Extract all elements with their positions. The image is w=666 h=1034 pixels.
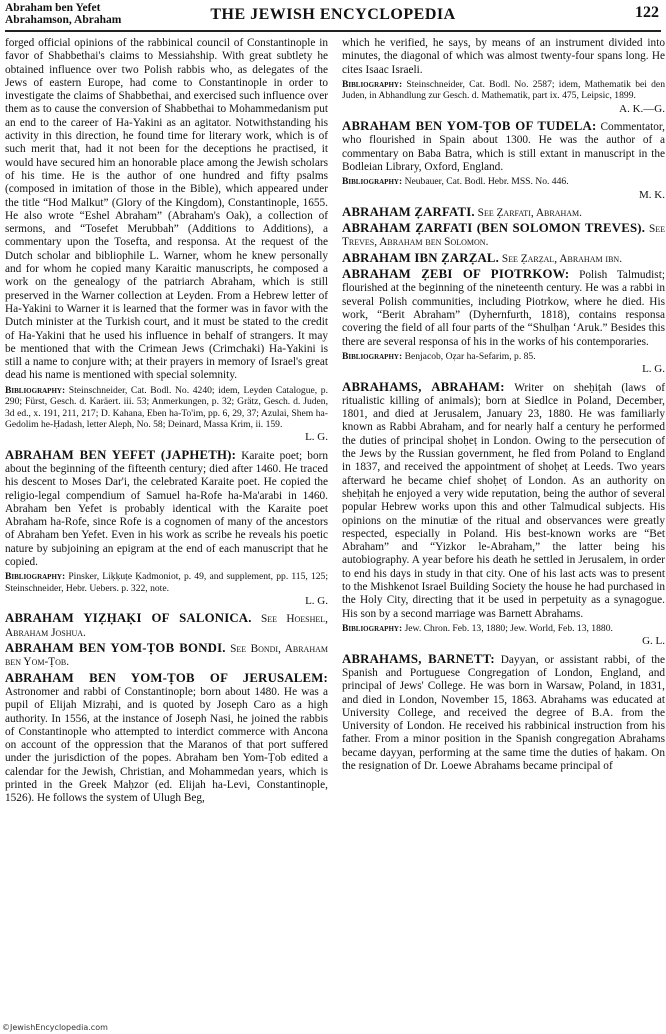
bibliography-label: Bibliography: [342,176,403,188]
cross-reference-link[interactable]: See Hoeshel, Abraham Joshua. [5,613,328,639]
left-column [5,37,328,808]
entry [342,268,665,349]
entry [5,612,328,640]
entry [5,642,328,670]
entry-headword: ABRAHAM ẒARFATI. [342,204,475,219]
entry [342,120,665,174]
bibliography-label: Bibliography: [5,384,66,396]
bibliography-text: Steinschneider, Cat. Bodl. No. 4240; idem, Leyden Catalogue, p. 290; Fürst, Gesch. d. Karäert. iii. 53; Anmerkungen, p. 32; Grätz, Gesch. d. Juden, 3d ed., x. 191, 211, 217; D. Kahana, Eben ha-To'im, pp. 6, 29, 37; Azulai, Shem ha-Gedolim he-Ḥadash, letter Aleph, No. 58; Deinard, Massa Krim, ii. 159. [5,384,328,430]
entry [342,653,665,774]
author-signature: L. G. [305,431,328,444]
entry-headword: ABRAHAM YIẒḤAḲI OF SALONICA. [5,611,252,626]
entry-body: Astronomer and rabbi of Constantinople; born about 1480. He was a pupil of Elijah Mizraḥi, and is quoted by Joseph Caro as a high authority. In 1556, at the instance of Joseph Nasi, he joined the rabbis of Constantinople who attempted to interdict commerce with Ancona on account of the oppression that the Maranos of that port suffered under the jurisdiction of the popes. Abraham ben Yom-Ṭob edited a calendar for the Jewish, Christian, and Mohammedan years, which is printed in the Greek Maḥzor (ed. Elijah ha-Levi, Constantinople, 1526). He follows the system of Ulugh Beg, [5,685,328,805]
bibliography [342,176,665,187]
entry [342,381,665,621]
publication-title: THE JEWISH ENCYCLOPEDIA [210,6,456,23]
author-signature: L. G. [642,363,665,376]
entry-headword: ABRAHAM BEN YOM-ṬOB OF TUDELA: [342,119,597,133]
bibliography-text: Jew. Chron. Feb. 13, 1880; Jew. World, Feb. 13, 1880. [404,622,613,634]
entry [5,449,328,570]
bibliography [342,79,665,102]
author-signature: A. K.—G. [619,102,665,115]
author-signature: M. K. [639,188,665,201]
bibliography-label: Bibliography: [342,622,403,634]
bibliography-text: Steinschneider, Cat. Bodl. No. 2587; idem, Mathematik bei den Juden, in Abhandlung zur Gesch. d. Mathematik, part ix. 475, Leipsic, 1899. [342,78,665,102]
bibliography [342,351,665,362]
entry-body: Commentator, who flourished in Spain about 1300. He was the author of a commentary on Baba Batra, which is still extant in manuscript in the Bodleian Library, Oxford, England. [342,121,666,173]
right-column [342,37,665,775]
entry-body: Writer on sheḥiṭah (laws of ritualistic killing of animals); born at Siedlce in Poland, December, 1801, and died at Jerusalem, January 23, 1880. He was familiarly known as Rabbi Abraham, and for nearly half a century he performed the duties of principal shoḥeṭ in London. Owing to the persecution of the Jews by the Russian government, he fled from Poland to England in 1837, and received the appointment of shoḥeṭ at Leeds. Two years afterward he became chief shoḥeṭ of London. As an authority on sheḥiṭah he enjoyed a very wide reputation, being the author of several popular Hebrew works upon this and other Talmudical subjects. His opinions on the minutiæ of the ritual and observances were greatly respected, especially in Poland. His best-known works are “Bet Abraham” and “Yizkor le-Abraham,” the latter being his autobiography. A year before his death he settled in Jerusalem, in order to end his days in study in that city. One of his last acts was to present to the Mishkenot Israel Building Society the house he had purchased in the Holy City, directing that it be used in perpetuity as a synagogue. His son by a second marriage was Barnett Abrahams. [342,381,665,620]
entry-headword: ABRAHAMS, BARNETT: [342,651,495,666]
continuation-text: forged official opinions of the rabbinical council of Constantinople in favor of Shabbethai's claims to Messiahship. With great subtlety he obtained influence over two Polish rabbis who, as delegates of the Jews of eastern Europe, had come to Constantinople in order to investigate the claims of Shabbethai, and exercised such influence over them as to cause the conversion of Shabbethai to Mohammedanism put an end to the career of Ha-Yakini as an agitator. Notwithstanding his activity in this direction, he found time for literary work, which is of such merit that, had it not been for the deceptions he practised, it would have secured him an honorable place among the Jewish scholars of his time. He is the author of one hundred and fifty psalms (composed in imitation of those in the Bible), which appeared under the title “Hod Malkut” (Glory of the Kingdom), Constantinople, 1655. He also wrote “Eshel Abraham” (Abraham's Oak), a collection of sermons, and “Tosefet Merubbah” (Additions to Additions), a commentary upon the Tosefta, and responsa. At the request of the Dutch scholar and bibliophile L. Warner, whom he knew personally and for whom he copied many Karaitic manuscripts, he composed a work on the genealogy of the patriarch Abraham, which is still preserved in the Warner collection at Leyden. From a Hebrew letter of Ha-Yakini to Warner it is learned that the former was in favor with the Dutch minister at the Turkish court, and it must be stated to the credit of Ha-Yakini that he used his influence in behalf of strangers. It may be mentioned that with the Crimean Jews (Crimchaki) Ha-Yakini is still a name to conjure with; at their prayers in memory of Israel's great dead his name is mentioned with special solemnity. [5,37,328,382]
cross-reference-link[interactable]: See Ẓarfati, Abraham. [477,206,582,219]
entry [342,252,665,266]
bibliography [342,623,665,634]
bibliography-text: Pinsker, Liḳḳuṭe Ḳadmoniot, p. 49, and supplement, pp. 115, 125; Steinschneider, Hebr. Uebers. p. 322, note. [5,571,328,594]
bibliography [5,571,328,594]
running-head-first: Abraham ben Yefet [5,2,101,14]
continuation-text: which he verified, he says, by means of an instrument divided into minutes, the diagonal of which was almost twenty-four spans long. He cites Isaac Israeli. [342,37,665,76]
header-divider [5,30,661,32]
bibliography-text: Neubauer, Cat. Bodl. Hebr. MSS. No. 446. [404,176,569,188]
bibliography-label: Bibliography: [5,571,66,583]
running-head-last: Abrahamson, Abraham [5,14,122,26]
cross-reference-link[interactable]: See Bondi, Abraham ben Yom-Ṭob. [5,643,328,669]
bibliography [5,385,328,431]
entry-body: Karaite poet; born about the beginning of the fifteenth century; died after 1460. He traced his descent to Moses Dar'i, the celebrated Karaite poet. He copied the religio-legal compendium of Samuel ha-Rofe ha-Ma'arabi in 1460. Abraham ben Yefet is probably identical with the Karaite poet Abraham ha-Rofe, since Rofe is a cognomen of many of the ancestors of Abraham ben Yefet. Even in his work as scribe he reveals his poetic nature by subjoining an epigram at the end of each manuscript that he copied. [5,449,329,569]
entry [342,206,665,220]
entry-headword: ABRAHAM IBN ẒARẒAL. [342,250,500,265]
entry-headword: ABRAHAMS, ABRAHAM: [342,379,505,394]
entry-headword: ABRAHAM BEN YOM-ṬOB BONDI. [5,641,226,656]
entry-headword: ABRAHAM BEN YEFET (JAPHETH): [5,447,237,462]
entry [5,672,328,806]
author-signature: G. L. [642,635,665,648]
entry-headword: ABRAHAM BEN YOM-ṬOB OF JERUSALEM: [5,670,328,685]
bibliography-text: Benjacob, Oẓar ha-Sefarim, p. 85. [404,350,536,362]
cross-reference-link[interactable]: See Ẓarẓal, Abraham ibn. [501,252,623,265]
entry [342,222,665,250]
author-signature: L. G. [305,595,328,608]
page-number: 122 [635,4,659,21]
bibliography-label: Bibliography: [342,78,403,90]
entry-headword: ABRAHAM ẒARFATI (BEN SOLOMON TREVES). [342,221,646,236]
bibliography-label: Bibliography: [342,350,403,362]
entry-body: Polish Talmudist; flourished at the beginning of the nineteenth century. He was a rabbi in several Polish communities, including Piotrkow, where he died. His work, “Berit Abraham” (Dyhernfurth, 1818), contains responsa covering the field of all four parts of the “Shulḥan ‘Aruk.” Besides this there are several responsa of his in the works of his contemporaries. [342,269,665,348]
entry-body: Dayyan, or assistant rabbi, of the Spanish and Portuguese Congregation of London, England, and principal of Jews' College. He was born in Warsaw, Poland, in 1831, and died in London, November 15, 1863. Abrahams was educated at University College, and received the degree of B.A. from the University of London. He received his rabbinical instruction from his father. From a minor position in the Spanish congregation Abrahams became dayyan, performing at the same time the duties of ḥakam. On the resignation of Dr. Loewe Abrahams became principal of [342,653,665,772]
page-header [5,0,661,34]
watermark-link[interactable]: ©JewishEncyclopedia.com [2,1023,108,1032]
entry-headword: ABRAHAM ẒEBI OF PIOTRKOW: [342,267,570,282]
cross-reference-link[interactable]: See Treves, Abraham ben Solomon. [342,223,665,249]
